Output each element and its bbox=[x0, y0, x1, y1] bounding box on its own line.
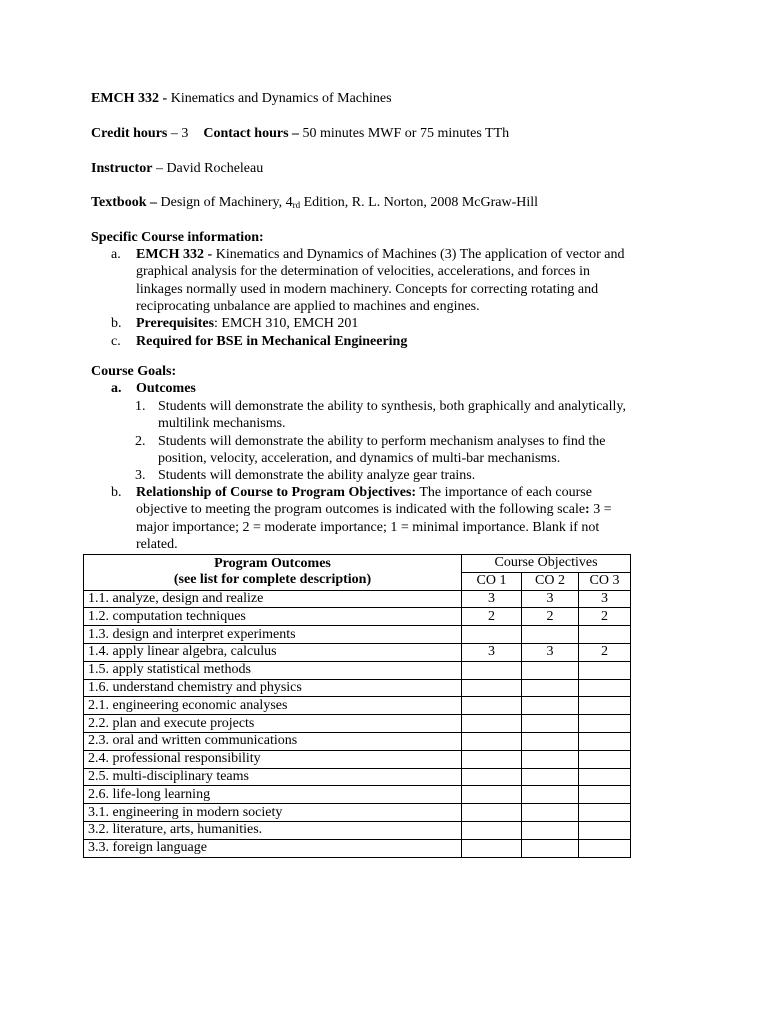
item-a-line-3: linkages normally used in modern machinery. Concepts for correcting rotating and bbox=[136, 281, 599, 297]
textbook-line bbox=[91, 194, 538, 214]
co1-value-cell bbox=[462, 839, 522, 857]
outcome-name-cell: 1.6. understand chemistry and physics bbox=[84, 679, 462, 697]
table-row bbox=[84, 697, 631, 715]
relationship-line-3: major importance; 2 = moderate importance; 1 = minimal importance. Blank if not bbox=[136, 519, 600, 535]
co1-value-cell: 3 bbox=[462, 590, 522, 608]
column-header-co3: CO 3 bbox=[579, 572, 631, 590]
outcome-name-cell: 1.5. apply statistical methods bbox=[84, 661, 462, 679]
table-row bbox=[84, 626, 631, 644]
table-row bbox=[84, 768, 631, 786]
outcome-name-cell: 1.2. computation techniques bbox=[84, 608, 462, 626]
outcome-name-cell: 3.2. literature, arts, humanities. bbox=[84, 821, 462, 839]
relationship-line-1: The importance of each course bbox=[419, 485, 592, 500]
outcome-2-line-1: Students will demonstrate the ability to perform mechanism analyses to find the bbox=[158, 434, 606, 449]
course-goals-heading: Course Goals: bbox=[91, 364, 177, 379]
co3-value-cell bbox=[579, 679, 631, 697]
co1-value-cell bbox=[462, 768, 522, 786]
outcome-name-cell: 2.3. oral and written communications bbox=[84, 732, 462, 750]
co1-value-cell bbox=[462, 732, 522, 750]
co2-value-cell bbox=[522, 679, 579, 697]
co2-value-cell: 3 bbox=[522, 590, 579, 608]
instructor-value: – David Rocheleau bbox=[155, 161, 264, 176]
contact-hours-value: 50 minutes MWF or 75 minutes TTh bbox=[302, 126, 510, 141]
table-row bbox=[84, 732, 631, 750]
outcome-2-line-2: position, velocity, acceleration, and dynamics of multi-bar mechanisms. bbox=[158, 451, 561, 467]
co1-value-cell: 2 bbox=[462, 608, 522, 626]
co3-value-cell bbox=[579, 626, 631, 644]
item-a-line-4: reciprocating unbalance are applied to machines and engines. bbox=[136, 299, 480, 315]
instructor-line bbox=[91, 160, 263, 177]
textbook-title: Design of Machinery, 4 bbox=[160, 195, 293, 210]
relationship-item bbox=[111, 484, 671, 554]
item-a-bold: EMCH 332 - bbox=[136, 247, 213, 262]
co2-value-cell bbox=[522, 768, 579, 786]
table-row bbox=[84, 679, 631, 697]
outcome-1-line-2: multilink mechanisms. bbox=[158, 416, 286, 432]
outcome-name-cell: 3.3. foreign language bbox=[84, 839, 462, 857]
outcome-name-cell: 1.3. design and interpret experiments bbox=[84, 626, 462, 644]
outcome-name-cell: 2.1. engineering economic analyses bbox=[84, 697, 462, 715]
outcome-name-cell: 2.5. multi-disciplinary teams bbox=[84, 768, 462, 786]
co3-value-cell bbox=[579, 697, 631, 715]
co3-value-cell: 2 bbox=[579, 608, 631, 626]
co1-value-cell bbox=[462, 697, 522, 715]
co3-value-cell: 3 bbox=[579, 590, 631, 608]
outcomes-item bbox=[111, 380, 671, 397]
co2-value-cell: 3 bbox=[522, 643, 579, 661]
column-header-co2: CO 2 bbox=[522, 572, 579, 590]
prerequisites-label: Prerequisites bbox=[136, 316, 215, 331]
course-title: Kinematics and Dynamics of Machines bbox=[170, 91, 392, 106]
list-marker: a. bbox=[111, 381, 122, 396]
item-a-line-2: graphical analysis for the determination of velocities, accelerations, and forces in bbox=[136, 264, 591, 280]
co1-value-cell bbox=[462, 715, 522, 733]
outcome-name-cell: 1.4. apply linear algebra, calculus bbox=[84, 643, 462, 661]
outcome-name-cell: 2.2. plan and execute projects bbox=[84, 715, 462, 733]
relationship-line-2: objective to meeting the program outcomes is indicated with the following scale bbox=[136, 502, 586, 518]
table-row bbox=[84, 608, 631, 626]
instructor-label: Instructor bbox=[91, 161, 153, 176]
outcome-1 bbox=[135, 398, 675, 433]
outcome-name-cell: 3.1. engineering in modern society bbox=[84, 804, 462, 822]
outcome-name-cell: 1.1. analyze, design and realize bbox=[84, 590, 462, 608]
co3-value-cell bbox=[579, 804, 631, 822]
list-marker: a. bbox=[111, 247, 121, 262]
co3-value-cell bbox=[579, 715, 631, 733]
list-marker: b. bbox=[111, 485, 122, 500]
co1-value-cell bbox=[462, 786, 522, 804]
course-title-line bbox=[91, 90, 392, 107]
co3-value-cell bbox=[579, 839, 631, 857]
co1-value-cell bbox=[462, 750, 522, 768]
textbook-details: Edition, R. L. Norton, 2008 McGraw-Hill bbox=[303, 195, 539, 210]
co1-value-cell bbox=[462, 626, 522, 644]
course-info-item-c bbox=[111, 333, 671, 350]
list-marker: 2. bbox=[135, 434, 146, 449]
contact-hours-label: Contact hours – bbox=[203, 126, 300, 141]
table-row bbox=[84, 661, 631, 679]
co2-value-cell bbox=[522, 661, 579, 679]
outcomes-label: Outcomes bbox=[136, 381, 196, 396]
table-body bbox=[84, 590, 631, 857]
co2-value-cell bbox=[522, 732, 579, 750]
edition-suffix: rd bbox=[292, 200, 301, 210]
co2-value-cell: 2 bbox=[522, 608, 579, 626]
co1-value-cell bbox=[462, 804, 522, 822]
program-outcomes-header bbox=[84, 555, 462, 591]
outcome-1-line-1: Students will demonstrate the ability to synthesis, both graphically and analytically, bbox=[158, 399, 627, 414]
table-row bbox=[84, 804, 631, 822]
co2-value-cell bbox=[522, 786, 579, 804]
table-row bbox=[84, 750, 631, 768]
course-info-heading: Specific Course information: bbox=[91, 230, 264, 245]
co3-value-cell bbox=[579, 661, 631, 679]
program-outcomes-header-line-2: (see list for complete description) bbox=[173, 572, 372, 588]
list-marker: 3. bbox=[135, 468, 146, 483]
relationship-scale-end: 3 = bbox=[589, 502, 612, 518]
table-row bbox=[84, 715, 631, 733]
co2-value-cell bbox=[522, 821, 579, 839]
required-note: Required for BSE in Mechanical Engineering bbox=[136, 334, 408, 349]
course-info-item-b bbox=[111, 315, 671, 332]
co3-value-cell: 2 bbox=[579, 643, 631, 661]
co1-value-cell bbox=[462, 821, 522, 839]
outcome-2 bbox=[135, 433, 675, 468]
co2-value-cell bbox=[522, 697, 579, 715]
co2-value-cell bbox=[522, 804, 579, 822]
item-a-line-1: Kinematics and Dynamics of Machines (3) The application of vector and bbox=[215, 247, 625, 262]
hours-line bbox=[91, 125, 509, 142]
outcome-name-cell: 2.4. professional responsibility bbox=[84, 750, 462, 768]
credit-hours-value: – 3 bbox=[170, 126, 189, 141]
co3-value-cell bbox=[579, 750, 631, 768]
co2-value-cell bbox=[522, 839, 579, 857]
outcome-3-line-1: Students will demonstrate the ability analyze gear trains. bbox=[158, 468, 476, 483]
co3-value-cell bbox=[579, 732, 631, 750]
prerequisites-value: : EMCH 310, EMCH 201 bbox=[214, 316, 359, 331]
co1-value-cell bbox=[462, 661, 522, 679]
co1-value-cell: 3 bbox=[462, 643, 522, 661]
co2-value-cell bbox=[522, 626, 579, 644]
co2-value-cell bbox=[522, 750, 579, 768]
program-outcomes-table bbox=[83, 554, 631, 858]
outcome-3 bbox=[135, 467, 675, 484]
table-row bbox=[84, 821, 631, 839]
co3-value-cell bbox=[579, 786, 631, 804]
table-row bbox=[84, 786, 631, 804]
column-header-co1: CO 1 bbox=[462, 572, 522, 590]
course-code: EMCH 332 - bbox=[91, 91, 168, 106]
course-info-item-a bbox=[111, 246, 671, 316]
co2-value-cell bbox=[522, 715, 579, 733]
co3-value-cell bbox=[579, 768, 631, 786]
co3-value-cell bbox=[579, 821, 631, 839]
table-row bbox=[84, 590, 631, 608]
list-marker: b. bbox=[111, 316, 122, 331]
credit-hours-label: Credit hours bbox=[91, 126, 168, 141]
relationship-colon: : bbox=[585, 502, 590, 518]
textbook-label: Textbook – bbox=[91, 195, 158, 210]
relationship-label: Relationship of Course to Program Objectives: bbox=[136, 485, 417, 500]
list-marker: 1. bbox=[135, 399, 146, 414]
course-objectives-header: Course Objectives bbox=[462, 555, 631, 573]
co1-value-cell bbox=[462, 679, 522, 697]
program-outcomes-header-line-1: Program Outcomes bbox=[214, 556, 331, 572]
list-marker: c. bbox=[111, 334, 121, 349]
relationship-line-4: related. bbox=[136, 537, 178, 553]
table-row bbox=[84, 839, 631, 857]
table-row bbox=[84, 643, 631, 661]
outcome-name-cell: 2.6. life-long learning bbox=[84, 786, 462, 804]
